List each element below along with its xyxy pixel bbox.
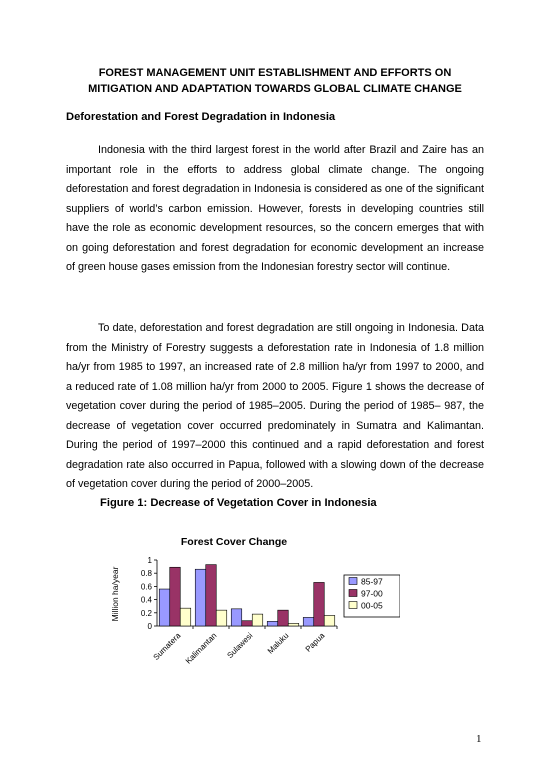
x-tick-label: Sumatera (151, 631, 183, 662)
y-tick-label: 0.2 (140, 608, 152, 618)
chart-title: Forest Cover Change (180, 536, 288, 548)
bar-sumatera-85-97 (159, 589, 170, 626)
bar-maluku-97-00 (278, 610, 289, 626)
page-number: 1 (476, 733, 482, 745)
bar-sulawesi-85-97 (231, 609, 242, 626)
legend-swatch-85-97 (349, 578, 357, 585)
plot-area (141, 556, 337, 666)
bar-papua-97-00 (314, 582, 325, 626)
title-line-2: MITIGATION AND ADAPTATION TOWARDS GLOBAL CLIMATE CHANGE (88, 83, 462, 95)
bar-kalimantan-00-05 (216, 610, 227, 626)
bar-kalimantan-97-00 (206, 565, 217, 626)
x-tick-label: Kalimantan (183, 631, 219, 666)
section-heading: Deforestation and Forest Degradation in Indonesia (66, 111, 336, 123)
paragraph-2: To date, deforestation and forest degradation are still ongoing in Indonesia. Data from the Ministry of Forestry suggests a deforestation rate in Indonesia of 1.8 million ha/yr from 1985 to 1997, an increased rate of 2.8 million ha/yr from 1997 to 2000, and a reduced rate of 1.08 million ha/yr from 2000 to 2005. Figure 1 shows the decrease of vegetation cover during the period of 1985–2005. During the period of 1985– 987, the decrease of vegetation cover occurred predominately in Sumatra and Kalimantan. During the period of 1997–2000 this continued and a rapid deforestation and forest degradation rate also occurred in Papua, followed with a slowing down of the decrease of vegetation cover during the period of 2000–2005. (66, 322, 484, 490)
chart-legend (344, 575, 400, 617)
y-tick-label: 0.4 (140, 595, 152, 605)
x-tick-label: Maluku (265, 631, 291, 656)
y-axis-label: Million ha/year (110, 566, 120, 622)
y-tick-label: 0 (147, 622, 152, 631)
legend-swatch-00-05 (349, 602, 357, 609)
bar-sulawesi-97-00 (242, 621, 253, 626)
legend-label-85-97: 85-97 (361, 576, 383, 587)
bar-sulawesi-00-05 (252, 614, 263, 626)
y-tick-label: 0.6 (140, 582, 152, 592)
x-tick-label: Papua (303, 631, 327, 654)
y-tick-label: 0.8 (140, 569, 152, 579)
bar-sumatera-00-05 (180, 608, 191, 626)
page-title (40, 65, 510, 97)
x-tick-label: Sulawesi (225, 631, 255, 661)
forest-cover-chart (100, 526, 400, 731)
legend-label-00-05: 00-05 (361, 600, 383, 611)
bar-papua-00-05 (324, 615, 335, 626)
title-line-1: FOREST MANAGEMENT UNIT ESTABLISHMENT AND EFFORTS ON (98, 67, 452, 79)
bar-papua-85-97 (303, 617, 314, 626)
legend-label-97-00: 97-00 (361, 588, 383, 599)
bar-kalimantan-85-97 (195, 569, 206, 626)
legend-swatch-97-00 (349, 590, 357, 597)
bar-maluku-00-05 (288, 623, 299, 626)
bar-sumatera-97-00 (170, 567, 181, 626)
paragraph-1: Indonesia with the third largest forest in the world after Brazil and Zaire has an important role in the efforts to address global climate change. The ongoing deforestation and forest degradation in Indonesia is considered as one of the significant suppliers of world’s carbon emission. However, forests in developing countries still have the role as economic development resources, so the concern emerges that with on going deforestation and forest degradation for economic development an increase of green house gases emission from the Indonesian forestry sector will continue. (66, 144, 484, 273)
y-tick-label: 1 (147, 556, 152, 565)
bar-maluku-85-97 (267, 621, 278, 626)
figure-caption: Figure 1: Decrease of Vegetation Cover in Indonesia (100, 497, 377, 509)
